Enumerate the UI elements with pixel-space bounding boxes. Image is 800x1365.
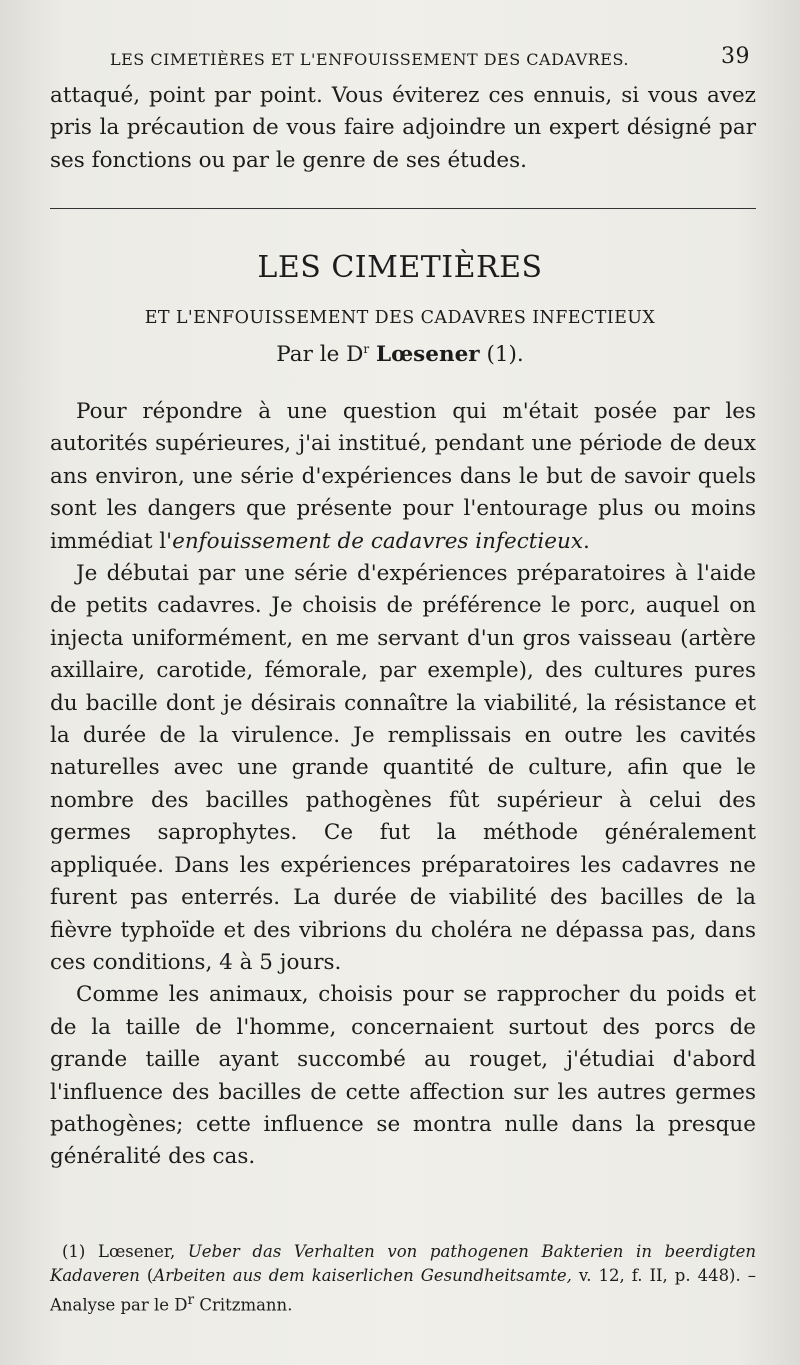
- footnote-sup: r: [187, 1292, 195, 1308]
- paragraph-1-text: Pour répondre à une question qui m'était posée par les autorités supérieures, j'ai institué, pendant une période de deux ans environ, une série d'expériences dans le but de savoir quels sont les dangers que présente pour l'entourage plus ou moins immédiat l': [50, 399, 756, 554]
- paragraph-3: Comme les animaux, choisis pour se rapprocher du poids et de la taille de l'homme, concernaient surtout des porcs de grande taille ayant succombé au rouget, j'étudiai d'abord l'influence des bacilles de cette affection sur les autres germes pathogènes; cette influence se montra nulle dans la presque généralité des cas.: [50, 982, 756, 1170]
- footnote-lead: (1) Lœsener,: [62, 1242, 188, 1261]
- footnote-end: Critzmann.: [194, 1295, 293, 1315]
- footnote-mid: (: [139, 1266, 154, 1285]
- paragraph-2: Je débutai par une série d'expériences préparatoires à l'aide de petits cadavres. Je choisis de préférence le porc, auquel on injecta uniformément, en me servant d'un gros vaisseau (artère axillaire, carotide, fémorale, par exemple), des cultures pures du bacille dont je désirais connaître la viabilité, la résistance et la durée de la virulence. Je remplissais en outre les cavités naturelles avec une grande quantité de culture, afin que le nombre des bacilles pathogènes fût supérieur à celui des germes saprophytes. Ce fut la méthode généralement appliquée. Dans les expériences préparatoires les cadavres ne furent pas enterrés. La durée de viabilité des bacilles de la fièvre typhoïde et des vibrions du choléra ne dépassa pas, dans ces conditions, 4 à 5 jours.: [50, 561, 756, 975]
- article-subtitle: ET L'ENFOUISSEMENT DES CADAVRES INFECTIEUX: [144, 308, 656, 328]
- footnote-title: Ueber das Verhalten von pathogenen Bakterien in beerdigten Kadaveren: [50, 1242, 757, 1285]
- footnote-text: [50, 1240, 756, 1318]
- paragraph-1: [50, 396, 756, 558]
- article-title: LES CIMETIÈRES: [257, 250, 543, 285]
- byline-prefix: Par le D: [276, 342, 364, 368]
- article-byline: [0, 342, 800, 367]
- byline-suffix: (1).: [479, 342, 524, 368]
- opening-paragraph: attaqué, point par point. Vous éviterez ces ennuis, si vous avez pris la précaution de vous faire adjoindre un expert désigné par ses fonctions ou par le genre de ses études.: [50, 83, 756, 173]
- byline-author: Lœsener: [375, 342, 480, 368]
- paragraph-1-end: .: [582, 528, 590, 554]
- page-number: 39: [721, 44, 750, 69]
- footnote-source: Arbeiten aus dem kaiserlichen Gesundheitsamte,: [153, 1266, 572, 1285]
- section-divider: [50, 208, 756, 209]
- running-head-title: LES CIMETIÈRES ET L'ENFOUISSEMENT DES CADAVRES.: [110, 50, 629, 69]
- paragraph-1-italic: enfouissement de cadavres infectieux: [172, 528, 583, 554]
- footnote: [50, 1240, 756, 1318]
- article-body: [50, 396, 756, 1174]
- byline-sup: r: [363, 342, 370, 356]
- footnote-tail: v. 12, f. II, p. 448). – Analyse par le D: [50, 1266, 756, 1315]
- opening-paragraph-block: [50, 80, 756, 177]
